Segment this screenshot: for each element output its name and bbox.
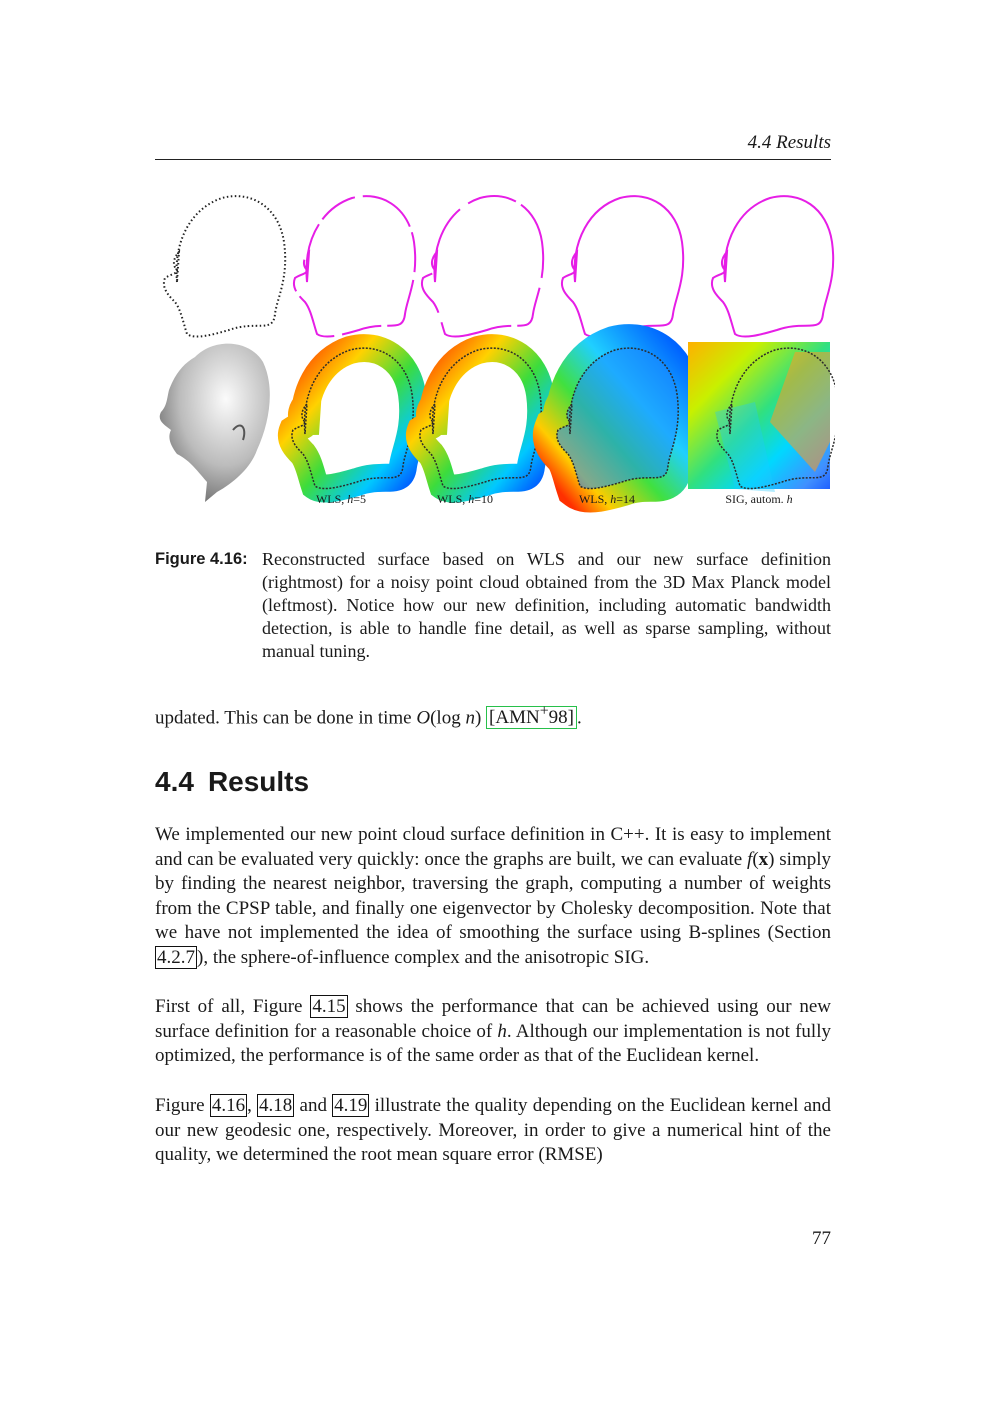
running-header [155,130,831,160]
section-ref-link[interactable]: 4.2.7 [157,946,195,968]
section-title: Results [207,766,310,797]
panel-label-wls-h14: WLS, h=14 [578,492,636,506]
max-planck-model [160,344,270,502]
wls-h14-curve [562,196,683,336]
point-cloud-outline [164,196,285,336]
wls-h14-distance-field [557,348,678,488]
wls-h5-curve [294,196,415,336]
page-number: 77 [812,1228,831,1249]
figure-ref-link[interactable]: 4.16 [211,1095,246,1116]
figure-ref-link[interactable]: 4.19 [334,1095,368,1116]
figure-ref-link[interactable]: 4.15 [312,996,346,1017]
sig-curve [712,196,833,336]
panel-label-wls-h5: WLS, h=5 [315,492,367,506]
wls-h10-curve [422,196,543,336]
wls-h10-distance-field [420,348,541,488]
panel-label-wls-h10: WLS, h=10 [436,492,494,506]
figure-4-16 [155,192,835,514]
caption-text: Reconstructed surface based on WLS and our new surface definition (rightmost) for a noisy point cloud obtained from the 3D Max Planck model (leftmost). Notice how our new definition, including automatic bandwidth detection, is able to handle fine detail, as well as sparse sampling, without manual tuning. [262,549,831,661]
panel-label-sig: SIG, autom. h [725,492,793,506]
paragraph-performance: First of all, Figure 4.15 shows the performance that can be achieved using our new surface definition for a reasonable choice of h. Although our implementation is not fully optimized, the performance is of the same order as that of the Euclidean kernel. [155,996,831,1067]
caption-label: Figure 4.16: [155,550,248,568]
figure-caption [155,548,831,663]
paragraph-quality: Figure 4.16 , 4.18 and 4.19 illustrate the quality depending on the Euclidean kernel and our new geodesic one, respectively. Moreover, in order to give a numerical hint of the quality, we determined the root mean square error (RMSE) [155,1095,831,1166]
paragraph-implementation: We implemented our new point cloud surface definition in C++. It is easy to implement and can be evaluated very quickly: once the graphs are built, we can evaluate f(x) simply by finding the nearest neighbor, traversing the graph, computing a number of weights from the CPSP table, and finally one eigenvector by Cholesky decomposition. Note that we have not implemented the idea of smoothing the surface using B-splines (Section 4.2.7 ), the sphere-of-influence complex and the anisotropic SIG. [155,824,831,968]
citation-link[interactable]: [AMN+98] [486,706,577,729]
figure-graphic [155,192,835,514]
section-heading [155,766,831,798]
section-number: 4.4 [155,766,194,797]
paragraph-continuation: updated. This can be done in time O(log n) [AMN+98] . [155,703,582,729]
sig-distance-field [688,342,835,492]
figure-ref-link[interactable]: 4.18 [259,1095,293,1116]
running-title: 4.4 Results [747,132,831,153]
wls-h5-distance-field [292,348,413,488]
